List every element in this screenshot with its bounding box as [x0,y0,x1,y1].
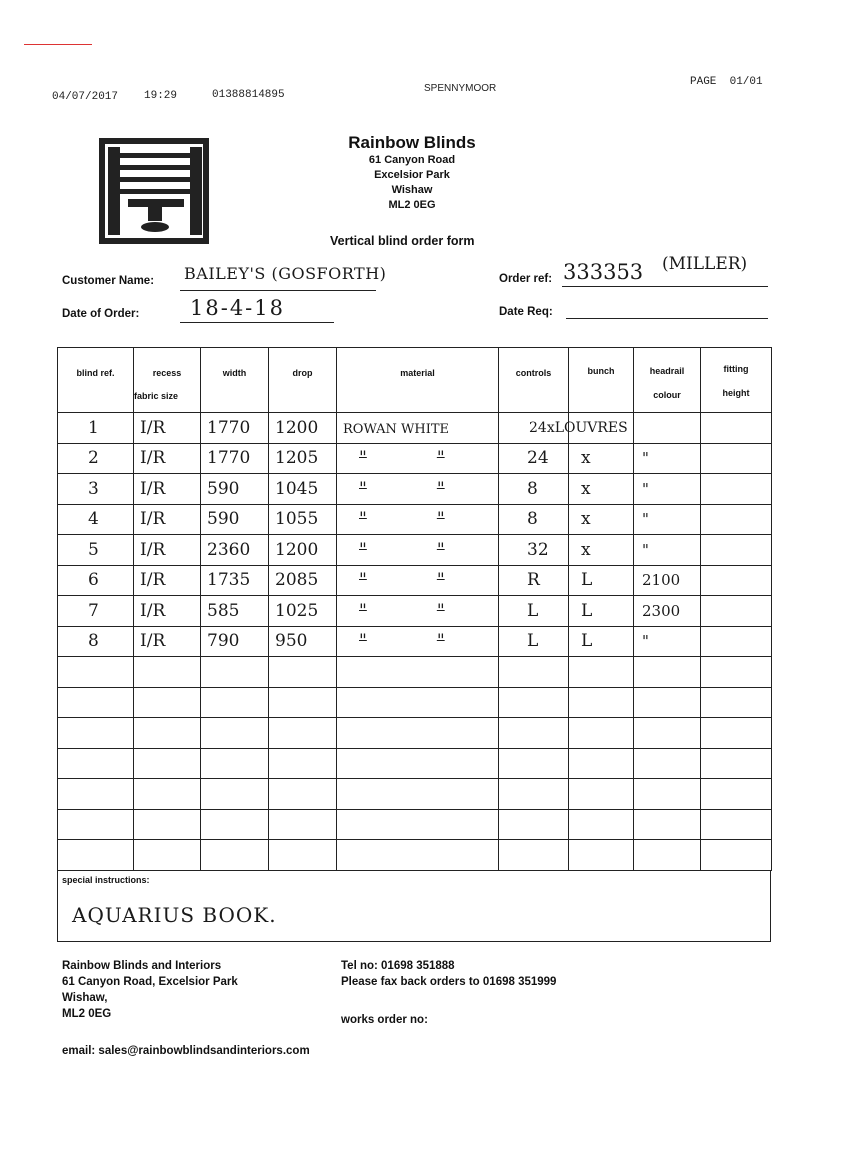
cell-fitting [701,413,772,444]
table-row [58,565,772,596]
cell-bunch [569,474,634,505]
cell-fitting [701,779,772,810]
special-instructions-box [57,871,771,942]
company-town: Wishaw [391,184,433,196]
ref-value: 4 [88,509,99,530]
bunch-value: x [581,539,591,560]
customer-name-value: BAILEY'S (GOSFORTH) [184,264,387,283]
bunch-value: x [581,478,591,499]
ref-value: 3 [88,478,99,499]
date-of-order-label: Date of Order: [62,308,140,320]
cell-width [201,565,269,596]
cell-width [201,535,269,566]
cell-ref [58,779,134,810]
cell-width [201,779,269,810]
cell-drop [269,596,337,627]
table-row [58,596,772,627]
cell-controls [499,779,569,810]
table-row [58,626,772,657]
cell-width [201,443,269,474]
cell-recess [134,687,201,718]
header-fabric-size: fabric size [134,391,179,401]
date-req-line [566,318,768,319]
date-of-order-line [180,322,334,323]
drop-value: 1055 [275,509,319,530]
cell-recess [134,657,201,688]
cell-ref [58,443,134,474]
fax-time: 19:29 [144,90,178,102]
ref-value: 5 [88,539,99,560]
cell-fitting [701,596,772,627]
cell-recess [134,718,201,749]
fax-page: PAGE 01/01 [690,76,763,88]
bunch-value: x [581,509,591,530]
material-value: " [359,509,367,530]
cell-recess [134,626,201,657]
recess-value: I/R [140,448,166,469]
cell-fitting [701,474,772,505]
material-ditto: " [436,631,445,652]
material-ditto: " [436,448,445,469]
table-row [58,779,772,810]
cell-controls [499,687,569,718]
footer-email: email: sales@rainbowblindsandinteriors.com [62,1045,310,1057]
cell-width [201,474,269,505]
cell-headrail [634,657,701,688]
cell-material [337,809,499,840]
cell-drop [269,718,337,749]
material-ditto: " [436,509,445,530]
cell-width [201,657,269,688]
footer-company: Rainbow Blinds and Interiors [62,960,222,972]
cell-controls [499,474,569,505]
cell-headrail [634,626,701,657]
order-ref-note: (MILLER) [662,254,748,274]
headrail-value: " [642,510,649,529]
header-material: material [337,348,499,413]
cell-recess [134,413,201,444]
footer-postcode: ML2 0EG [62,1008,112,1020]
cell-ref [58,687,134,718]
fitting-value [701,601,707,621]
drop-value: 1200 [275,539,319,560]
cell-controls [499,718,569,749]
header-blind-ref: blind ref. [58,348,134,413]
material-value: " [359,539,367,560]
cell-width [201,504,269,535]
controls-value: 8 [527,509,538,530]
header-drop: drop [269,348,337,413]
cell-drop [269,779,337,810]
ref-value: 1 [88,417,99,438]
cell-width [201,626,269,657]
headrail-value [634,419,642,437]
width-value: 1770 [207,448,251,469]
headrail-value: 2100 [642,571,681,590]
cell-headrail [634,596,701,627]
width-value: 2360 [207,539,251,560]
fax-date: 04/07/2017 [52,91,119,103]
width-value: 590 [207,478,240,499]
order-table [57,347,772,871]
cell-controls [499,504,569,535]
header-width: width [201,348,269,413]
cell-material [337,565,499,596]
cell-material [337,718,499,749]
table-header-row [58,348,772,413]
cell-drop [269,626,337,657]
works-order-label: works order no: [341,1014,428,1026]
cell-width [201,718,269,749]
cell-headrail [634,443,701,474]
bunch-value: L [581,631,593,652]
material-ditto: " [436,600,445,621]
customer-name-line [180,290,376,291]
cell-material [337,474,499,505]
ref-value: 8 [88,631,99,652]
cell-controls [499,565,569,596]
material-value: ROWAN WHITE [343,421,450,437]
drop-value: 1205 [275,448,319,469]
table-row [58,443,772,474]
drop-value: 950 [275,631,308,652]
form-title: Vertical blind order form [330,234,475,248]
cell-fitting [701,840,772,871]
width-value: 1735 [207,570,251,591]
table-row [58,840,772,871]
order-ref-value: 333353 [563,260,644,284]
bunch-value: L [581,600,593,621]
headrail-value: " [642,449,649,468]
cell-fitting [701,565,772,596]
cell-drop [269,809,337,840]
controls-value: 8 [527,478,538,499]
cell-controls [499,748,569,779]
drop-value: 2085 [275,570,319,591]
cell-bunch [569,535,634,566]
fitting-value [701,540,707,560]
special-instructions-label: special instructions: [62,875,150,885]
cell-headrail [634,474,701,505]
cell-bunch [569,626,634,657]
cell-headrail [634,565,701,596]
width-value: 585 [207,600,240,621]
company-address1: 61 Canyon Road [368,154,456,166]
headrail-value: " [642,540,649,559]
cell-ref [58,718,134,749]
cell-bunch [569,443,634,474]
width-value: 590 [207,509,240,530]
header-headrail: headrail colour [634,348,701,413]
cell-controls [499,443,569,474]
cell-width [201,809,269,840]
table-row [58,413,772,444]
cell-bunch [569,504,634,535]
cell-recess [134,443,201,474]
recess-value: I/R [140,600,166,621]
order-ref-label: Order ref: [499,273,553,285]
material-value: " [359,631,367,652]
drop-value: 1025 [275,600,319,621]
cell-drop [269,413,337,444]
cell-fitting [701,718,772,749]
cell-width [201,413,269,444]
order-ref-line [562,286,768,287]
cell-bunch [569,809,634,840]
fax-location: SPENNYMOOR [424,83,497,94]
header-fitting: fitting height [701,348,772,413]
bunch-value: x [581,448,591,469]
material-ditto: " [436,570,445,591]
cell-fitting [701,748,772,779]
cell-headrail [634,718,701,749]
header-height: height [722,388,750,398]
cell-bunch [569,596,634,627]
material-value: " [359,570,367,591]
material-value: " [359,448,367,469]
cell-width [201,748,269,779]
cell-bunch [569,657,634,688]
company-name: Rainbow Blinds [348,133,476,152]
table-row [58,809,772,840]
headrail-value: 2300 [642,601,681,620]
blinds-logo-icon [98,137,212,245]
company-address2: Excelsior Park [374,169,450,181]
cell-controls [499,535,569,566]
header-controls: controls [499,348,569,413]
cell-bunch [569,748,634,779]
material-ditto: " [436,539,445,560]
headrail-value: " [642,632,649,651]
special-instructions-value: AQUARIUS BOOK. [72,903,277,927]
cell-ref [58,626,134,657]
cell-bunch [569,718,634,749]
cell-material [337,840,499,871]
cell-drop [269,504,337,535]
footer-contact-block [341,958,556,990]
cell-material [337,535,499,566]
headrail-value: " [642,479,649,498]
material-value: " [359,600,367,621]
cell-recess [134,565,201,596]
cell-recess [134,596,201,627]
recess-value: I/R [140,509,166,530]
fitting-value [701,479,707,499]
header-bunch: bunch [569,348,634,413]
company-postcode: ML2 0EG [388,199,436,211]
cell-ref [58,535,134,566]
cell-material [337,504,499,535]
cell-recess [134,779,201,810]
cell-ref [58,504,134,535]
cell-headrail [634,809,701,840]
table-row [58,748,772,779]
cell-recess [134,535,201,566]
cell-width [201,596,269,627]
cell-ref [58,840,134,871]
cell-width [201,687,269,718]
cell-ref [58,596,134,627]
ref-value: 7 [88,600,99,621]
fitting-value [701,418,707,438]
drop-value: 1200 [275,417,319,438]
cell-ref [58,657,134,688]
material-ditto: " [436,478,445,499]
controls-value: 32 [527,539,549,560]
ref-value: 6 [88,570,99,591]
header-colour: colour [653,390,681,400]
table-row [58,474,772,505]
table-row [58,535,772,566]
date-req-label: Date Req: [499,306,553,318]
cell-drop [269,565,337,596]
recess-value: I/R [140,631,166,652]
fitting-value [701,631,707,651]
fitting-value [701,570,707,590]
order-rows [58,413,772,871]
cell-recess [134,840,201,871]
width-value: 790 [207,631,240,652]
cell-recess [134,504,201,535]
cell-fitting [701,504,772,535]
footer-fax: Please fax back orders to 01698 351999 [341,976,557,988]
controls-value: 24 [527,448,549,469]
cell-headrail [634,779,701,810]
fitting-value [701,448,707,468]
cell-ref [58,748,134,779]
cell-material [337,779,499,810]
controls-value: R [527,570,540,591]
cell-material [337,413,499,444]
cell-drop [269,443,337,474]
cell-bunch [569,687,634,718]
company-header [282,133,542,213]
cell-fitting [701,657,772,688]
table-row [58,504,772,535]
cell-fitting [701,809,772,840]
cell-material [337,687,499,718]
table-row [58,687,772,718]
cell-material [337,626,499,657]
cell-fitting [701,535,772,566]
date-of-order-value: 18-4-18 [190,296,285,320]
footer-address: 61 Canyon Road, Excelsior Park [62,976,238,988]
recess-value: I/R [140,417,166,438]
fax-number: 01388814895 [212,89,285,101]
cell-headrail [634,413,701,444]
controls-value: L [527,600,539,621]
cell-recess [134,809,201,840]
cell-headrail [634,748,701,779]
cell-headrail [634,687,701,718]
fitting-value [701,509,707,529]
recess-value: I/R [140,478,166,499]
recess-value: I/R [140,539,166,560]
cell-headrail [634,504,701,535]
cell-material [337,596,499,627]
cell-ref [58,413,134,444]
footer-town: Wishaw, [62,992,108,1004]
cell-drop [269,840,337,871]
customer-name-label: Customer Name: [62,275,155,287]
cell-fitting [701,443,772,474]
cell-ref [58,565,134,596]
table-row [58,657,772,688]
cell-bunch [569,840,634,871]
cell-fitting [701,626,772,657]
footer-address-block [62,958,238,1022]
bunch-value [569,418,581,438]
cell-material [337,443,499,474]
cell-headrail [634,535,701,566]
bunch-value: L [581,570,593,591]
cell-controls [499,840,569,871]
cell-recess [134,474,201,505]
controls-value: L [527,631,539,652]
cell-controls [499,626,569,657]
cell-drop [269,535,337,566]
controls-value: 24xLOUVRES [529,419,628,436]
cell-ref [58,809,134,840]
cell-controls [499,809,569,840]
cell-drop [269,748,337,779]
cell-drop [269,687,337,718]
table-row [58,718,772,749]
cell-headrail [634,840,701,871]
header-recess: recess fabric size [134,348,201,413]
recess-value: I/R [140,570,166,591]
cell-ref [58,474,134,505]
cell-fitting [701,687,772,718]
cell-width [201,840,269,871]
cell-bunch [569,779,634,810]
cell-material [337,657,499,688]
cell-recess [134,748,201,779]
cell-drop [269,657,337,688]
width-value: 1770 [207,417,251,438]
cell-controls [499,596,569,627]
material-value: " [359,478,367,499]
cell-controls [499,657,569,688]
ref-value: 2 [88,448,99,469]
fax-edge-mark [24,44,92,45]
footer-tel: Tel no: 01698 351888 [341,960,455,972]
cell-material [337,748,499,779]
cell-drop [269,474,337,505]
cell-bunch [569,565,634,596]
drop-value: 1045 [275,478,319,499]
